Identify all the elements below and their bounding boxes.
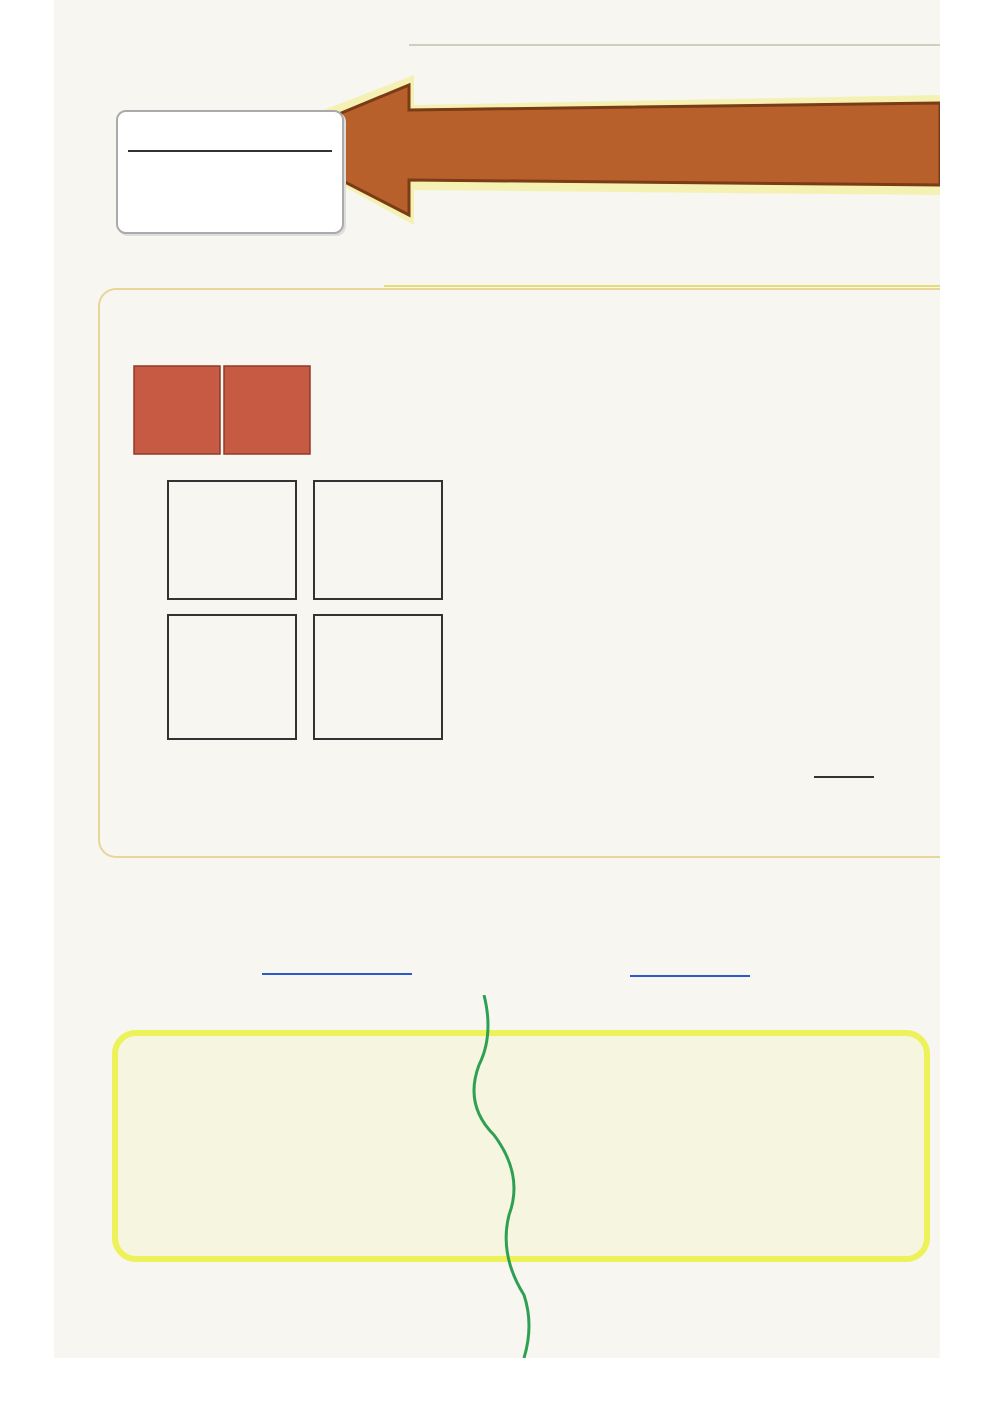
lesson-card-divider	[128, 150, 332, 152]
exercise-2-answer[interactable]	[630, 975, 750, 977]
group-box-2	[314, 481, 442, 599]
page-footer	[316, 1288, 330, 1304]
group-box-1	[168, 481, 296, 599]
multiplicand	[814, 712, 874, 744]
lesson-card	[116, 110, 344, 234]
exercise-1-answer[interactable]	[262, 973, 412, 975]
decimal-model-diagram	[132, 360, 462, 750]
product	[814, 776, 874, 810]
worksheet-page	[54, 0, 940, 1358]
group-box-3	[168, 615, 296, 739]
name-line	[409, 44, 940, 46]
whole-block-2	[224, 366, 310, 454]
whole-block-1	[134, 366, 220, 454]
divider-squiggle	[474, 995, 529, 1358]
multiplication-check	[814, 712, 874, 810]
helper-title-underline	[384, 285, 940, 287]
group-box-4	[314, 615, 442, 739]
student-drawing	[54, 995, 940, 1358]
multiplier	[814, 744, 874, 776]
